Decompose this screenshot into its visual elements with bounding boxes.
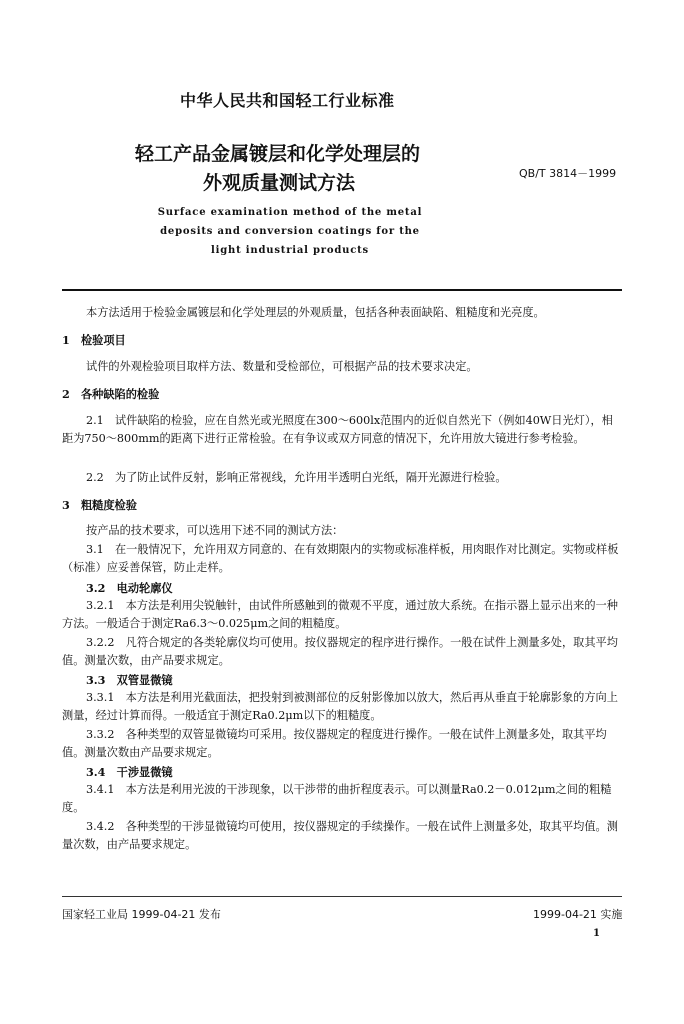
english-title-line1: Surface examination method of the metal — [157, 207, 423, 218]
publication-info: 国家轻工业局 1999-04-21 发布 — [62, 908, 221, 921]
footer-divider — [62, 896, 622, 897]
standard-code: QB/T 3814－1999 — [519, 167, 617, 180]
section-3-2-1-text: 3.2.1 本方法是利用尖锐触针，由试件所感触到的微观不平度，通过放大系统。在指示器上显示出来的一种方法。一般适合于测定Ra6.3～0.025μm之间的粗糙度。 — [62, 599, 618, 630]
section-2-1-text: 2.1 试件缺陷的检验，应在自然光或光照度在300～600lx范围内的近似自然光下（例如40W日光灯），相距为750～800mm的距离下进行正常检验。在有争议或双方同意的情况下，允许用放大镜进行参考检验。 — [62, 414, 613, 445]
english-title-line2: deposits and conversion coatings for the — [160, 226, 420, 237]
organization-header: 中华人民共和国轻工行业标准 — [180, 91, 395, 110]
section-1-heading: 1 检验项目 — [62, 333, 126, 347]
section-3-heading: 3 粗糙度检验 — [62, 498, 137, 512]
section-3-intro: 按产品的技术要求，可以选用下述不同的测试方法： — [86, 524, 344, 537]
header-divider — [62, 289, 622, 291]
section-3-4-1-text: 3.4.1 本方法是利用光波的干涉现象，以干涉带的曲折程度表示。可以测量Ra0.2－0.012μm之间的粗糙度。 — [62, 783, 612, 814]
section-3-4-heading: 3.4 干涉显微镜 — [86, 765, 173, 779]
page-number: 1 — [593, 928, 600, 939]
document-title-line1: 轻工产品金属镀层和化学处理层的 — [135, 143, 421, 165]
implementation-date: 1999-04-21 实施 — [533, 908, 623, 921]
section-2-heading: 2 各种缺陷的检验 — [62, 387, 160, 401]
english-title-line3: light industrial products — [211, 245, 369, 256]
document-title-line2: 外观质量测试方法 — [203, 172, 356, 194]
section-3-4-2-text: 3.4.2 各种类型的干涉显微镜均可使用，按仪器规定的手续操作。一般在试件上测量多处，取其平均值。测量次数，由产品要求规定。 — [62, 820, 618, 851]
section-3-3-1-text: 3.3.1 本方法是利用光截面法，把投射到被测部位的反射影像加以放大，然后再从垂直于轮廓影象的方向上测量，经过计算而得。一般适宜于测定Ra0.2μm以下的粗糙度。 — [62, 691, 618, 722]
section-3-3-heading: 3.3 双管显微镜 — [86, 673, 173, 687]
section-3-2-2-text: 3.2.2 凡符合规定的各类轮廓仪均可使用。按仪器规定的程序进行操作。一般在试件上测量多处，取其平均值。测量次数，由产品要求规定。 — [62, 636, 618, 667]
intro-paragraph: 本方法适用于检验金属镀层和化学处理层的外观质量，包括各种表面缺陷、粗糙度和光亮度。 — [86, 306, 545, 319]
section-2-2-text: 2.2 为了防止试件反射，影响正常视线，允许用半透明白光纸，隔开光源进行检验。 — [86, 471, 507, 484]
section-3-3-2-text: 3.3.2 各种类型的双管显微镜均可采用。按仪器规定的程度进行操作。一般在试件上测量多处，取其平均值。测量次数由产品要求规定。 — [62, 728, 607, 759]
section-3-2-heading: 3.2 电动轮廓仪 — [86, 581, 173, 595]
section-1-text: 试件的外观检验项目取样方法、数量和受检部位，可根据产品的技术要求决定。 — [86, 360, 478, 373]
section-3-1-text: 3.1 在一般情况下，允许用双方同意的、在有效期限内的实物或标准样板，用肉眼作对比测定。实物或样板（标准）应妥善保管，防止走样。 — [62, 543, 619, 574]
